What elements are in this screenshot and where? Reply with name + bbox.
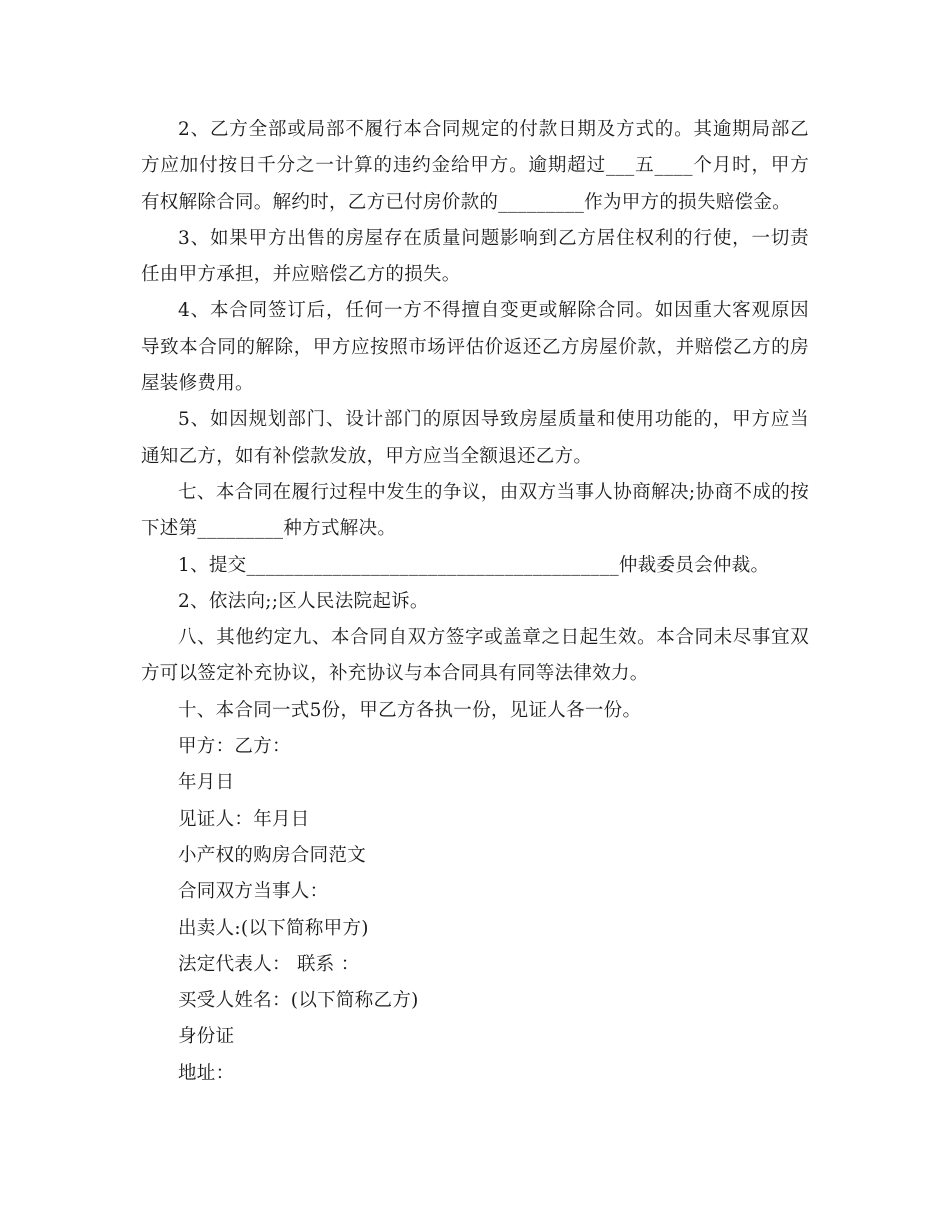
clause-4-no-unilateral-change: 4、本合同签订后，任何一方不得擅自变更或解除合同。如因重大客观原因导致本合同的解除，甲方应按照市场评估价返还乙方房屋价款，并赔偿乙方的房屋装修费用。 (141, 300, 809, 395)
signature-parties: 甲方：乙方： (178, 736, 291, 758)
section-7-dispute-resolution: 七、本合同在履行过程中发生的争议，由双方当事人协商解决;协商不成的按下述第_________种方式解决。 (141, 481, 809, 540)
parties-heading: 合同双方当事人： (178, 881, 329, 903)
buyer-name-field: 买受人姓名：(以下简称乙方) (178, 990, 419, 1012)
legal-representative-field: 法定代表人： 联系 ： (178, 953, 360, 975)
section-10-copies: 十、本合同一式5份，甲乙方各执一份，见证人各一份。 (178, 699, 642, 721)
clause-2-late-payment: 2、乙方全部或局部不履行本合同规定的付款日期及方式的。其逾期局部乙方应加付按日千分之一计算的违约金给甲方。逾期超过___五____个月时，甲方有权解除合同。解约时，乙方已付房价款的_________作为甲方的损失赔偿金。 (141, 119, 809, 213)
witness-date: 见证人：年月日 (178, 808, 310, 830)
contract-page (141, 112, 809, 1092)
dispute-option-1-arbitration: 1、提交_______________________________________仲裁委员会仲裁。 (178, 554, 770, 576)
id-card-field: 身份证 (178, 1026, 235, 1048)
sample-contract-title: 小产权的购房合同范文 (178, 844, 367, 866)
dispute-option-2-court: 2、依法向;;区人民法院起诉。 (178, 590, 429, 612)
clause-3-quality-issue: 3、如果甲方出售的房屋存在质量问题影响到乙方居住权利的行使，一切责任由甲方承担，并应赔偿乙方的损失。 (141, 227, 809, 286)
clause-5-compensation-refund: 5、如因规划部门、设计部门的原因导致房屋质量和使用功能的，甲方应当通知乙方，如有补偿款发放，甲方应当全额退还乙方。 (141, 409, 809, 467)
section-8-9-other-terms: 八、其他约定九、本合同自双方签字或盖章之日起生效。本合同未尽事宜双方可以签定补充协议，补充协议与本合同具有同等法律效力。 (141, 627, 809, 685)
address-field: 地址： (178, 1062, 235, 1084)
seller-field: 出卖人:(以下简称甲方) (178, 917, 369, 939)
signature-date: 年月日 (178, 772, 235, 794)
